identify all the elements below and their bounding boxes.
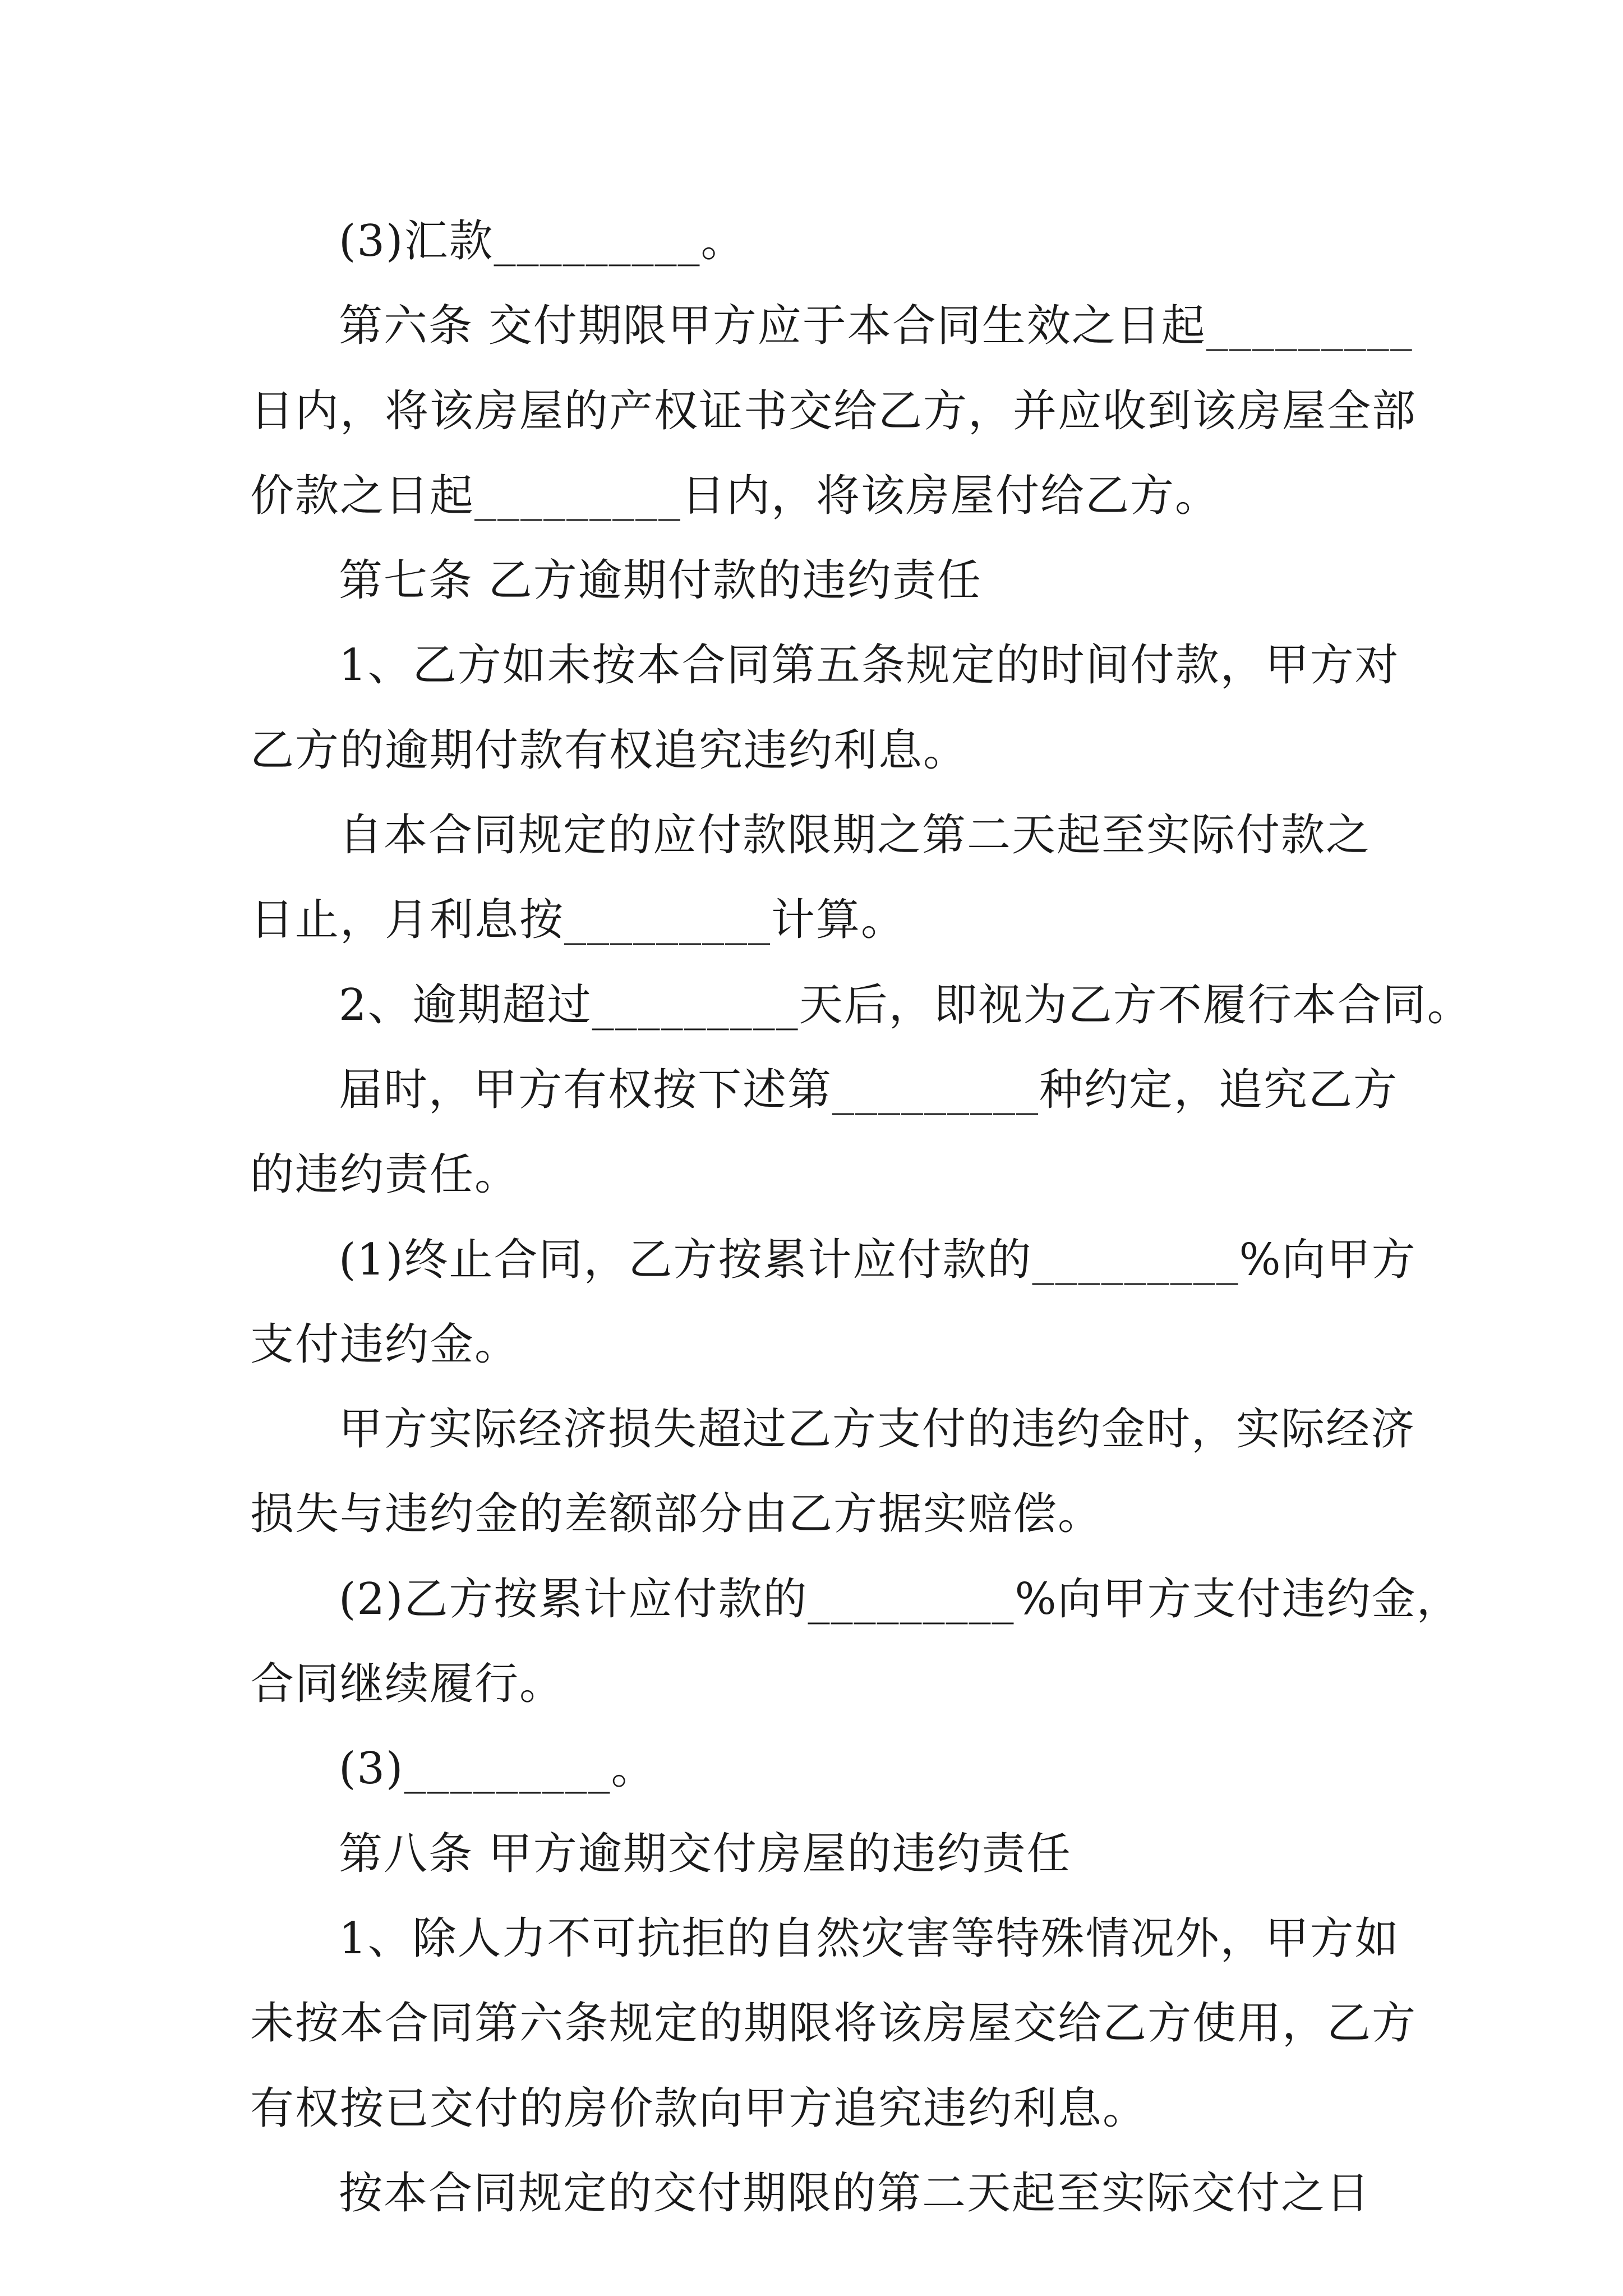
text-line: 1、乙方如未按本合同第五条规定的时间付款，甲方对 [339,640,1400,691]
text-line: 1、除人力不可抗拒的自然灾害等特殊情况外，甲方如 [339,1913,1400,1964]
text-line: 损失与违约金的差额部分由乙方据实赔偿。 [250,1489,1103,1540]
text-line: 第八条 甲方逾期交付房屋的违约责任 [339,1828,1072,1879]
text-line: 的违约责任。 [250,1149,520,1200]
text-line: 日止，月利息按_________计算。 [250,895,906,946]
text-line: 第七条 乙方逾期付款的违约责任 [339,555,982,606]
text-line: 届时，甲方有权按下述第_________种约定，追究乙方 [339,1064,1399,1115]
text-line: (1)终止合同，乙方按累计应付款的_________%向甲方 [339,1234,1417,1285]
text-line: 日内，将该房屋的产权证书交给乙方，并应收到该房屋全部 [250,385,1417,436]
contract-text-body [250,199,1472,2236]
text-line: 有权按已交付的房价款向甲方追究违约利息。 [250,2083,1148,2134]
text-line: 按本合同规定的交付期限的第二天起至实际交付之日 [339,2168,1371,2219]
text-line: 乙方的逾期付款有权追究违约利息。 [250,725,969,776]
text-line: (3)_________。 [339,1743,656,1795]
text-line: 自本合同规定的应付款限期之第二天起至实际付款之 [339,810,1371,861]
text-line: 未按本合同第六条规定的期限将该房屋交给乙方使用，乙方 [250,1998,1417,2049]
text-line: 支付违约金。 [250,1319,520,1370]
text-line: 第六条 交付期限甲方应于本合同生效之日起_________ [339,301,1413,352]
text-line: 2、逾期超过_________天后，即视为乙方不履行本合同。 [339,979,1472,1030]
text-line: 合同继续履行。 [250,1659,565,1710]
text-line: (3)汇款_________。 [339,216,746,266]
text-line: 甲方实际经济损失超过乙方支付的违约金时，实际经济 [339,1404,1416,1455]
text-line: 价款之日起_________日内，将该房屋付给乙方。 [250,470,1220,521]
text-line: (2)乙方按累计应付款的_________%向甲方支付违约金， [339,1573,1461,1625]
